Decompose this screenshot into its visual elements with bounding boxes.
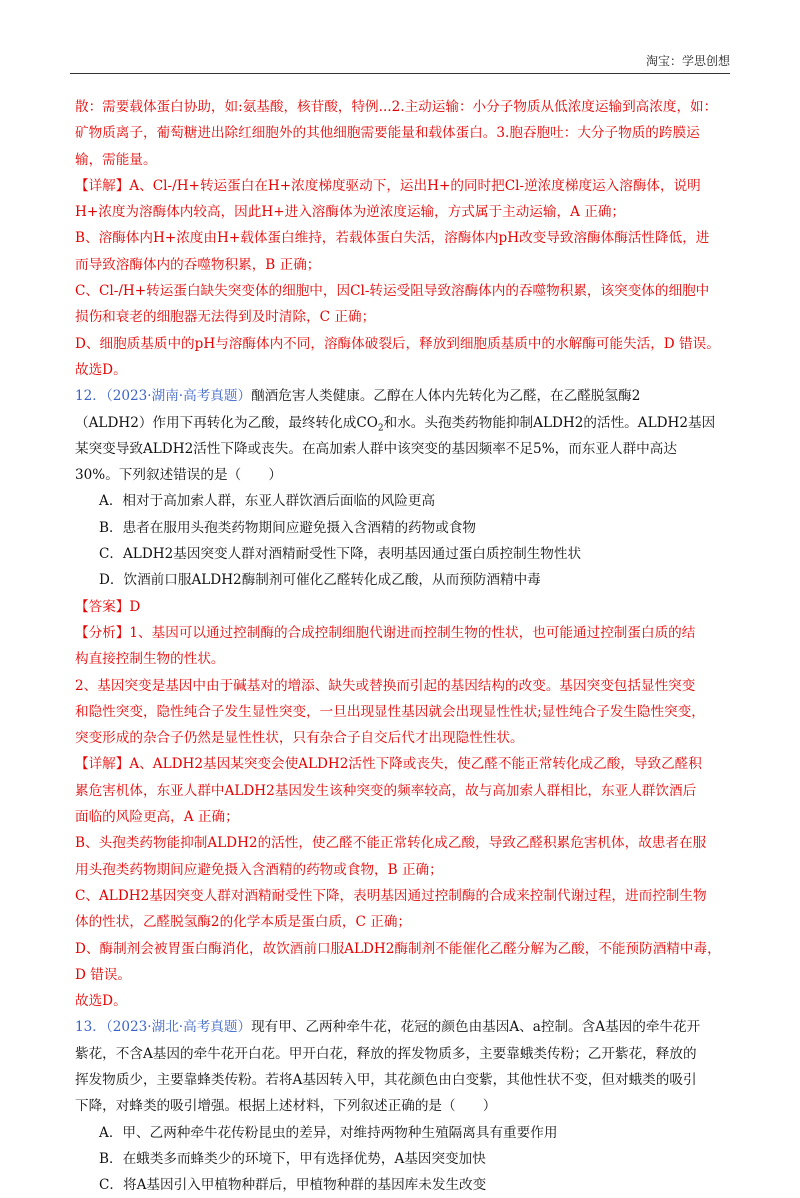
option-d: D．饮酒前口服ALDH2酶制剂可催化乙醛转化成乙酸，从而预防酒精中毒 [99,572,541,589]
detail-line: D、酶制剂会被胃蛋白酶消化，故饮酒前口服ALDH2酶制剂不能催化乙醛分解为乙酸，不能预防酒精中毒， [75,940,721,957]
header-site-label: 淘宝：学思创想 [645,54,730,68]
answer-line: 【答案】D [75,598,141,615]
prev-detail-block [75,173,732,383]
prev-analysis-line: 输，需能量。 [75,151,157,168]
option-b: B．在蛾类多而蜂类少的环境下，甲有选择优势，A基因突变加快 [99,1150,486,1167]
analysis-line: 构直接控制生物的性状。 [75,651,225,668]
prev-detail-line: 损伤和衰老的细胞器无法得到及时清除，C 正确； [75,309,376,326]
option-a: A．甲、乙两种牵牛花传粉昆虫的差异，对维持两物种生殖隔离具有重要作用 [99,1124,558,1141]
analysis-line: 2、基因突变是基因中由于碱基对的增添、缺失或替换而引起的基因结构的改变。基因突变包括显性突变 [75,677,696,694]
detail-line: 面临的风险更高，A 正确； [75,809,239,826]
option-c: C．将A基因引入甲植物种群后，甲植物种群的基因库未发生改变 [99,1177,487,1194]
prev-detail-line: 而导致溶酶体内的吞噬物积累，B 正确； [75,256,321,273]
stem-text: 和水。头孢类药物能抑制ALDH2的活性。ALDH2基因 [383,414,716,431]
subscript: 2 [377,423,384,434]
detail-line: D 错误。 [75,966,132,983]
prev-analysis-line: 矿物质离子，葡萄糖进出除红细胞外的其他细胞需要能量和载体蛋白。3.胞吞胞吐：大分子物质的跨膜运 [75,125,700,142]
question-stem: 挥发物质少，主要靠蜂类传粉。若将A基因转入甲，其花颜色由白变紫，其他性状不变，但对蛾类的吸引 [75,1071,697,1088]
prev-detail-line: H+浓度为溶酶体内较高，因此H+进入溶酶体为逆浓度运输，方式属于主动运输，A 正确； [75,204,625,221]
analysis-line: 【分析】1、基因可以通过控制酶的合成控制细胞代谢进而控制生物的性状，也可能通过控制蛋白质的结 [75,624,696,641]
analysis-line: 和隐性突变，隐性纯合子发生显性突变，一旦出现显性基因就会出现显性性状;显性纯合子发生隐性突变， [75,703,705,720]
prev-analysis-line: 散：需要载体蛋白协助，如:氨基酸，核苷酸，特例...2.主动运输：小分子物质从低浓度运输到高浓度，如： [75,99,718,115]
question-stem: 下降，对蜂类的吸引增强。根据上述材料，下列叙述正确的是（ ） [75,1098,497,1115]
question-number: 13． [75,1019,106,1036]
detail-line: B、头孢类药物能抑制ALDH2的活性，使乙醛不能正常转化成乙酸，导致乙醛积累危害机体，故患者在服 [75,835,707,852]
prev-analysis-block [75,94,732,173]
header-divider [70,73,730,74]
prev-detail-line: D、细胞质基质中的pH与溶酶体内不同，溶酶体破裂后，释放到细胞质基质中的水解酶可能失活，D 错误。 [75,335,720,352]
question-stem [75,410,732,436]
analysis-line: 突变形成的杂合子仍然是显性性状，只有杂合子自交后代才出现隐性性状。 [75,730,524,747]
question-stem [75,1014,732,1040]
detail-line: 用头孢类药物期间应避免摄入含酒精的药物或食物，B 正确； [75,861,443,878]
detail-line: 体的性状，乙醛脱氢酶2的化学本质是蛋白质，C 正确； [75,914,412,931]
question-stem [75,383,732,409]
stem-text: 现有甲、乙两种牵牛花，花冠的颜色由基因A、a控制。含A基因的牵牛花开 [251,1019,701,1036]
prev-detail-line: 【详解】A、Cl-/H+转运蛋白在H+浓度梯度驱动下，运出H+的同时把Cl-逆浓度梯度运入溶酶体，说明 [75,177,701,194]
detail-line: C、ALDH2基因突变人群对酒精耐受性下降，表明基因通过控制酶的合成来控制代谢过程，进而控制生物 [75,887,707,904]
stem-text: （ALDH2）作用下再转化为乙酸，最终转化成CO [75,414,378,431]
question-stem: 紫花，不含A基因的牵牛花开白花。甲开白花，释放的挥发物质多，主要靠蛾类传粉；乙开紫花，释放的 [75,1045,697,1062]
detail-line: 故选D。 [75,993,127,1010]
prev-detail-line: B、溶酶体内H+浓度由H+载体蛋白维持，若载体蛋白失活，溶酶体内pH改变导致溶酶体酶活性降低，进 [75,230,710,247]
option-b: B．患者在服用头孢类药物期间应避免摄入含酒精的药物或食物 [99,519,477,536]
question-stem: 30%。下列叙述错误的是（ ） [75,467,282,484]
option-a: A．相对于高加索人群，东亚人群饮酒后面临的风险更高 [99,493,436,510]
prev-detail-line: 故选D。 [75,361,127,378]
prev-detail-line: C、Cl-/H+转运蛋白缺失突变体的细胞中，因Cl-转运受阻导致溶酶体内的吞噬物积累，该突变体的细胞中 [75,283,710,300]
page-content [75,94,732,1198]
detail-line: 【详解】A、ALDH2基因某突变会使ALDH2活性下降或丧失，使乙醛不能正常转化成乙酸，导致乙醛积 [75,756,702,773]
detail-line: 累危害机体，东亚人群中ALDH2基因发生该种突变的频率较高，故与高加索人群相比，东亚人群饮酒后 [75,782,697,799]
question-source: （2023·湖北·高考真题） [105,1019,252,1036]
question-number: 12． [75,388,106,405]
option-c: C．ALDH2基因突变人群对酒精耐受性下降，表明基因通过蛋白质控制生物性状 [99,546,582,563]
question-source: （2023·湖南·高考真题） [105,388,252,405]
question-13 [75,1014,732,1198]
stem-text: 酗酒危害人类健康。乙醇在人体内先转化为乙醛，在乙醛脱氢酶2 [251,388,641,405]
question-stem: 某突变导致ALDH2活性下降或丧失。在高加索人群中该突变的基因频率不足5%，而东亚人群中高达 [75,440,677,457]
question-12 [75,383,732,1014]
